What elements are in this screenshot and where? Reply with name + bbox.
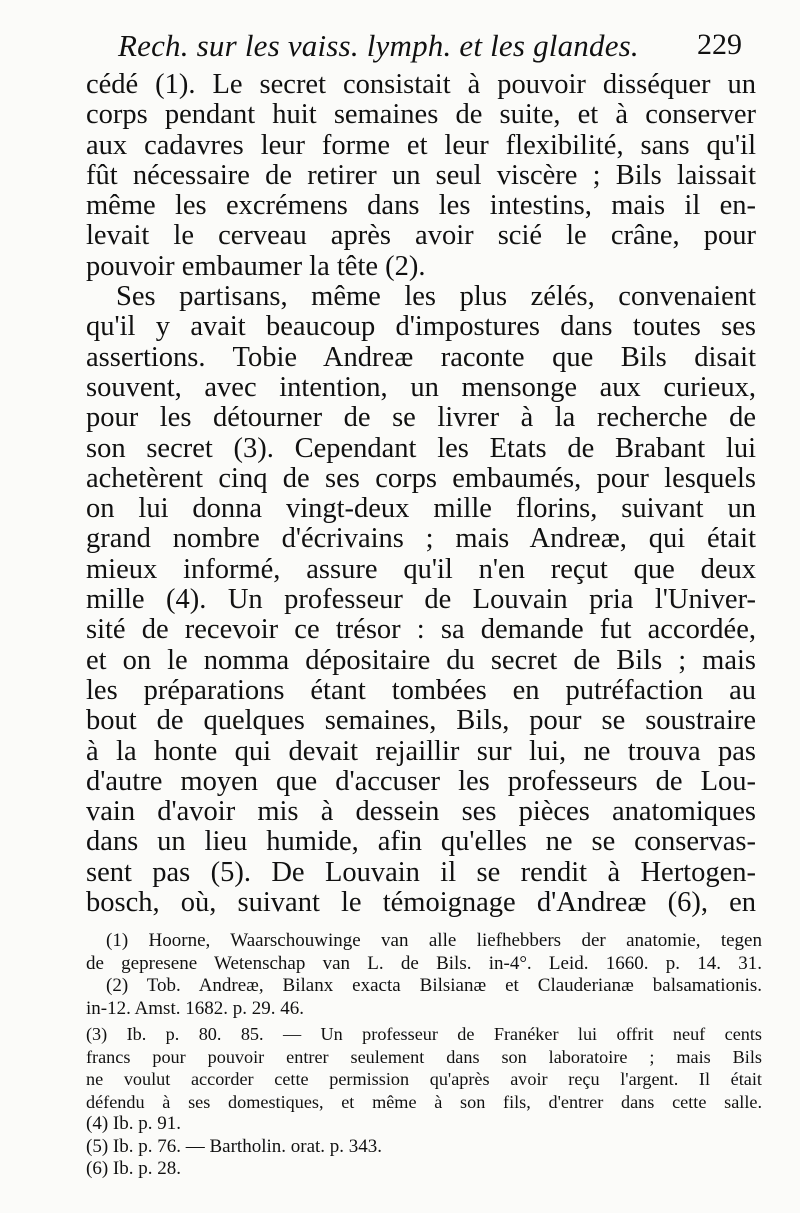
text-line: et on le nomma dépositaire du secret de Bils ; mais — [86, 644, 756, 676]
text-line: bosch, où, suivant le témoignage d'Andreæ (6), en — [86, 887, 756, 919]
footnote-5: (5) Ib. p. 76. — Bartholin. orat. p. 343. — [86, 1135, 383, 1157]
text-line: sent pas (5). De Louvain il se rendit à Hertogen- — [86, 856, 756, 888]
text-line: son secret (3). Cependant les Etats de Brabant lui — [86, 432, 756, 464]
page-number: 229 — [697, 28, 742, 61]
footnote-3-continued: francs pour pouvoir entrer seulement dans son laboratoire ; mais Bils — [86, 1046, 762, 1067]
text-line: d'autre moyen que d'accuser les professeurs de Lou- — [86, 765, 756, 797]
text-line: dans un lieu humide, afin qu'elles ne se conservas- — [86, 826, 756, 858]
text-line: grand nombre d'écrivains ; mais Andreæ, qui était — [86, 523, 756, 555]
text-line: pour les détourner de se livrer à la recherche de — [86, 402, 756, 434]
footnote-3-continued: défendu à ses domestiques, et même à son fils, d'entrer dans cette salle. — [86, 1091, 762, 1112]
text-line: achetèrent cinq de ses corps embaumés, pour lesquels — [86, 462, 756, 494]
text-line: à la honte qui devait rejaillir sur lui, ne trouva pas — [86, 735, 756, 767]
paragraph-first-line: Ses partisans, même les plus zélés, convenaient — [116, 281, 756, 313]
footnote-1: (1) Hoorne, Waarschouwinge van alle liefhebbers der anatomie, tegen — [106, 930, 762, 951]
text-line: les préparations étant tombées en putréfaction au — [86, 674, 756, 706]
running-title: Rech. sur les vaiss. lymph. et les glandes. — [118, 28, 639, 63]
footnote-1-continued: de gepresene Wetenschap van L. de Bils. in-4°. Leid. 1660. p. 14. 31. — [86, 952, 762, 974]
text-line: sité de recevoir ce trésor : sa demande fut accordée, — [86, 614, 756, 646]
text-line: fût nécessaire de retirer un seul viscère ; Bils laissait — [86, 159, 756, 191]
footnote-2-continued: in-12. Amst. 1682. p. 29. 46. — [86, 997, 304, 1019]
footnote-4: (4) Ib. p. 91. — [86, 1113, 181, 1134]
text-line: aux cadavres leur forme et leur flexibilité, sans qu'il — [86, 129, 756, 161]
text-line: assertions. Tobie Andreæ raconte que Bils disait — [86, 341, 756, 373]
text-line: levait le cerveau après avoir scié le crâne, pour — [86, 220, 756, 252]
text-line: bout de quelques semaines, Bils, pour se soustraire — [86, 705, 756, 737]
footnote-3: (3) Ib. p. 80. 85. — Un professeur de Franéker lui offrit neuf cents — [86, 1024, 762, 1044]
text-line: vain d'avoir mis à dessein ses pièces anatomiques — [86, 796, 756, 828]
text-line: mieux informé, assure qu'il n'en reçut que deux — [86, 553, 756, 585]
text-line: souvent, avec intention, un mensonge aux curieux, — [86, 371, 756, 403]
text-line: qu'il y avait beaucoup d'impostures dans toutes ses — [86, 311, 756, 343]
footnote-3-continued: ne voulut accorder cette permission qu'après avoir reçu l'argent. Il était — [86, 1069, 762, 1089]
text-line: même les excrémens dans les intestins, mais il en- — [86, 190, 756, 222]
page-header — [86, 28, 742, 72]
text-line: mille (4). Un professeur de Louvain pria l'Univer- — [86, 584, 756, 616]
footnote-6: (6) Ib. p. 28. — [86, 1158, 181, 1179]
text-line: cédé (1). Le secret consistait à pouvoir disséquer un — [86, 69, 756, 100]
footnotes — [86, 930, 762, 1181]
text-line: on lui donna vingt-deux mille florins, suivant un — [86, 493, 756, 525]
text-line: corps pendant huit semaines de suite, et à conserver — [86, 99, 756, 131]
text-line: pouvoir embaumer la tête (2). — [86, 250, 426, 282]
body-text — [86, 70, 756, 918]
footnote-2: (2) Tob. Andreæ, Bilanx exacta Bilsianæ et Clauderianæ balsamationis. — [106, 975, 762, 996]
